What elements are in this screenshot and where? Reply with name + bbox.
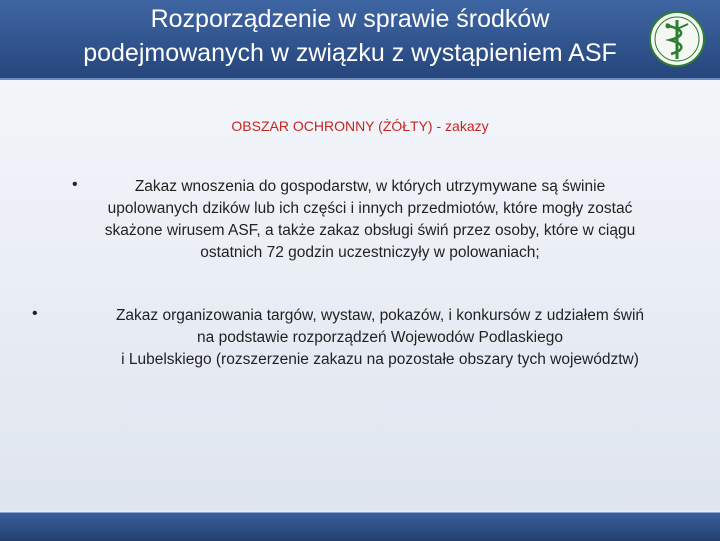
bullet-1-line-3: skażone wirusem ASF, a także zakaz obsługi świń przez osoby, które w ciągu [104,222,636,239]
content-area [0,80,720,510]
title-line-2: podejmowanych w związku z wystąpieniem ASF [83,39,617,67]
bullet-2-line-3: i Lubelskiego (rozszerzenie zakazu na pozostałe obszary tych województw) [121,351,639,368]
veterinary-caduceus-logo-icon [648,10,706,68]
bullet-marker-1: • [72,176,78,193]
bullet-2-line-2: na podstawie rozporządzeń Wojewodów Podlaskiego [197,329,563,346]
slide-title [30,2,670,70]
section-subtitle: OBSZAR OCHRONNY (ŻÓŁTY) - zakazy [231,118,489,134]
title-line-1: Rozporządzenie w sprawie środków [150,5,550,33]
bullet-item-1 [50,176,690,264]
bullet-marker-2: • [32,305,38,322]
footer-bar [0,512,720,541]
title-bar [0,0,720,80]
bullet-item-2 [50,305,710,371]
bullet-1-line-4: ostatnich 72 godzin uczestniczyły w polowaniach; [200,244,540,261]
bullet-1-line-2: upolowanych dzików lub ich części i innych przedmiotów, które mogły zostać [107,200,633,217]
bullet-1-line-1: Zakaz wnoszenia do gospodarstw, w których utrzymywane są świnie [134,178,606,195]
bullet-2-line-1: Zakaz organizowania targów, wystaw, pokazów, i konkursów z udziałem świń [115,307,645,324]
